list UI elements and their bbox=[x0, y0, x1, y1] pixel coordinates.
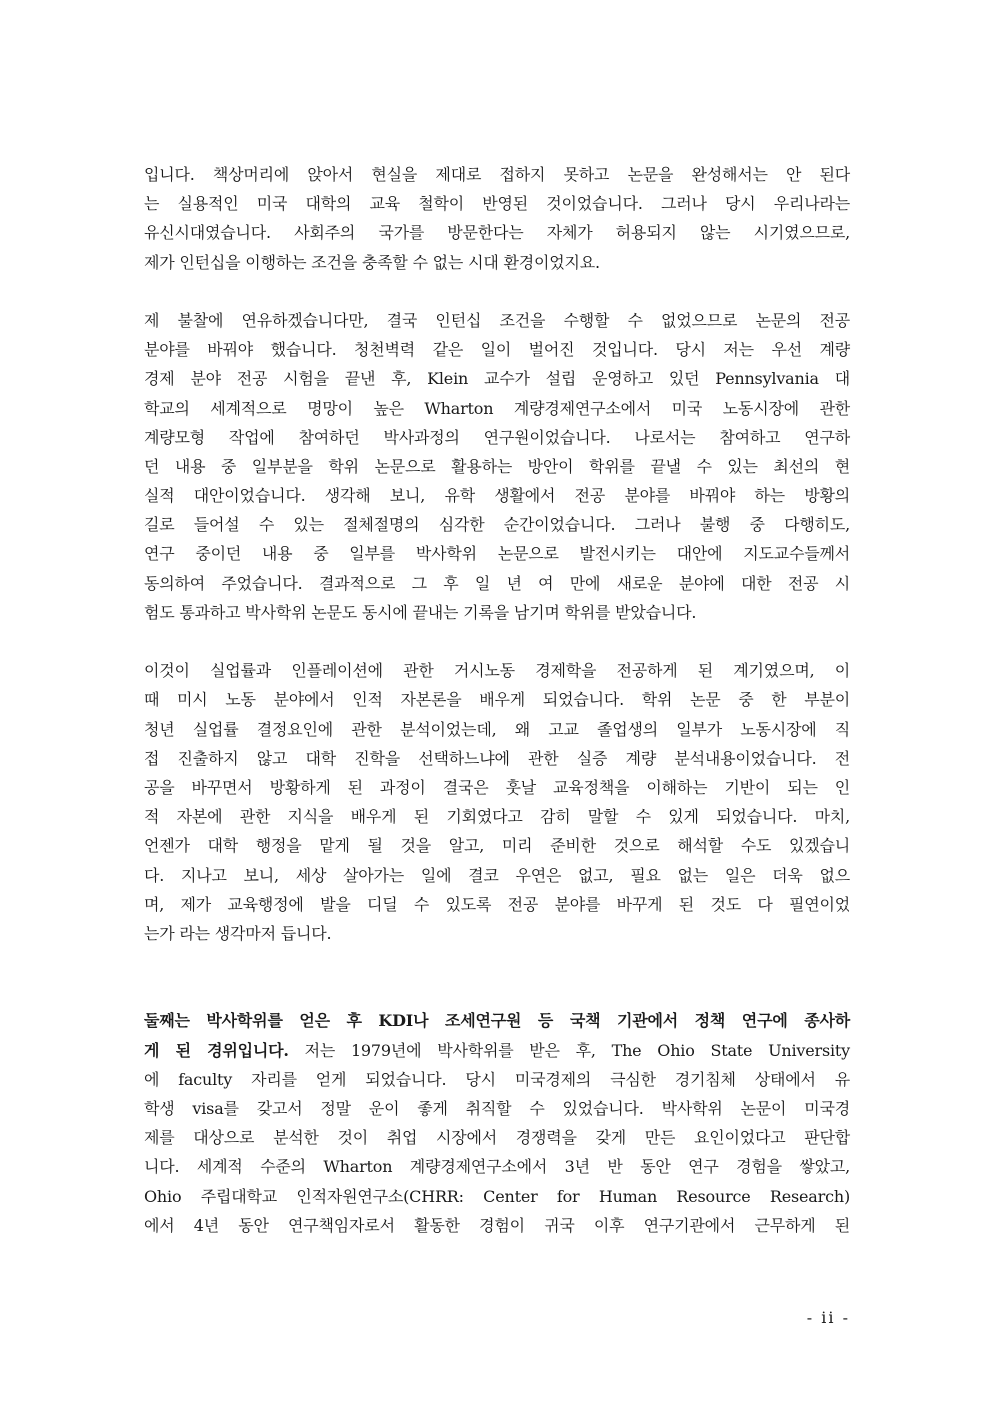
text-fragment: 저는 1979년에 박사학위를 받은 후, The Ohio State University bbox=[288, 1040, 850, 1060]
text-line: 적 자본에 관한 지식을 배우게 된 기회였다고 감히 말할 수 있게 되었습니다. 마치, bbox=[144, 807, 850, 827]
text-line: 니다. 세계적 수준의 Wharton 계량경제연구소에서 3년 반 동안 연구 경험을 쌓았고, bbox=[144, 1157, 850, 1177]
paragraph-2 bbox=[144, 306, 850, 627]
page-number: - ii - bbox=[806, 1308, 850, 1327]
text-line: 길로 들어설 수 있는 절체절명의 심각한 순간이었습니다. 그러나 불행 중 다행히도, bbox=[144, 515, 850, 535]
text-line: 에서 4년 동안 연구책임자로서 활동한 경험이 귀국 이후 연구기관에서 근무하게 된 bbox=[144, 1215, 850, 1235]
text-line: 계량모형 작업에 참여하던 박사과정의 연구원이었습니다. 나로서는 참여하고 연구하 bbox=[144, 427, 850, 447]
text-line: 며, 제가 교육행정에 발을 디딜 수 있도록 전공 분야를 바꾸게 된 것도 다 필연이었 bbox=[144, 894, 850, 914]
text-line: 동의하여 주었습니다. 결과적으로 그 후 일 년 여 만에 새로운 분야에 대한 전공 시 bbox=[144, 573, 850, 593]
text-line: 제가 인턴십을 이행하는 조건을 충족할 수 없는 시대 환경이었지요. bbox=[144, 252, 600, 272]
text-line: 학교의 세계적으로 명망이 높은 Wharton 계량경제연구소에서 미국 노동시장에 관한 bbox=[144, 398, 850, 418]
text-line: 험도 통과하고 박사학위 논문도 동시에 끝내는 기록을 남기며 학위를 받았습니다. bbox=[144, 602, 697, 622]
text-line: 언젠가 대학 행정을 맡게 될 것을 알고, 미리 준비한 것으로 해석할 수도 있겠습니 bbox=[144, 836, 850, 856]
text-line: 분야를 바꿔야 했습니다. 청천벽력 같은 일이 벌어진 것입니다. 당시 저는 우선 계량 bbox=[144, 340, 850, 360]
text-line: 다. 지나고 보니, 세상 살아가는 일에 결코 우연은 없고, 필요 없는 일은 더욱 없으 bbox=[144, 865, 850, 885]
text-line: 청년 실업률 결정요인에 관한 분석이었는데, 왜 고교 졸업생의 일부가 노동시장에 직 bbox=[144, 719, 850, 739]
bold-heading-fragment: 게 된 경위입니다. bbox=[144, 1040, 289, 1060]
text-line: 던 내용 중 일부분을 학위 논문으로 활용하는 방안이 학위를 끝낼 수 있는 최선의 현 bbox=[144, 456, 850, 476]
text-line: 이것이 실업률과 인플레이션에 관한 거시노동 경제학을 전공하게 된 계기였으며, 이 bbox=[144, 661, 850, 681]
text-line: 공을 바꾸면서 방황하게 된 과정이 결국은 훗날 교육정책을 이해하는 기반이 되는 인 bbox=[144, 777, 850, 797]
text-line: 는가 라는 생각마저 듭니다. bbox=[144, 923, 332, 943]
text-line: 제 불찰에 연유하겠습니다만, 결국 인턴십 조건을 수행할 수 없었으므로 논문의 전공 bbox=[144, 310, 850, 330]
text-line: 실적 대안이었습니다. 생각해 보니, 유학 생활에서 전공 분야를 바꿔야 하는 방황의 bbox=[144, 486, 850, 506]
text-line: 학생 visa를 갖고서 정말 운이 좋게 취직할 수 있었습니다. 박사학위 논문이 미국경 bbox=[144, 1099, 850, 1119]
text-line bbox=[144, 1036, 850, 1065]
bold-heading-line: 둘째는 박사학위를 얻은 후 KDI나 조세연구원 등 국책 기관에서 정책 연구에 종사하 bbox=[144, 1011, 850, 1031]
text-line: 유신시대였습니다. 사회주의 국가를 방문한다는 자체가 허용되지 않는 시기였으므로, bbox=[144, 223, 850, 243]
text-line: 때 미시 노동 분야에서 인적 자본론을 배우게 되었습니다. 학위 논문 중 한 부분이 bbox=[144, 690, 850, 710]
text-line: 는 실용적인 미국 대학의 교육 철학이 반영된 것이었습니다. 그러나 당시 우리나라는 bbox=[144, 194, 850, 214]
text-line: Ohio 주립대학교 인적자원연구소(CHRR: Center for Human Resource Research) bbox=[144, 1186, 850, 1206]
text-line: 에 faculty 자리를 얻게 되었습니다. 당시 미국경제의 극심한 경기침체 상태에서 유 bbox=[144, 1069, 850, 1089]
text-line: 입니다. 책상머리에 앉아서 현실을 제대로 접하지 못하고 논문을 완성해서는 안 된다 bbox=[144, 165, 850, 184]
text-line: 경제 분야 전공 시험을 끝낸 후, Klein 교수가 설립 운영하고 있던 Pennsylvania 대 bbox=[144, 369, 850, 389]
text-line: 연구 중이던 내용 중 일부를 박사학위 논문으로 발전시키는 대안에 지도교수들께서 bbox=[144, 544, 850, 564]
paragraph-3 bbox=[144, 656, 850, 948]
body-text bbox=[144, 160, 850, 1240]
paragraph-4 bbox=[144, 1006, 850, 1240]
text-line: 접 진출하지 않고 대학 진학을 선택하느냐에 관한 실증 계량 분석내용이었습니다. 전 bbox=[144, 748, 850, 768]
text-line: 제를 대상으로 분석한 것이 취업 시장에서 경쟁력을 갖게 만든 요인이었다고 판단합 bbox=[144, 1128, 850, 1148]
paragraph-1 bbox=[144, 160, 850, 277]
